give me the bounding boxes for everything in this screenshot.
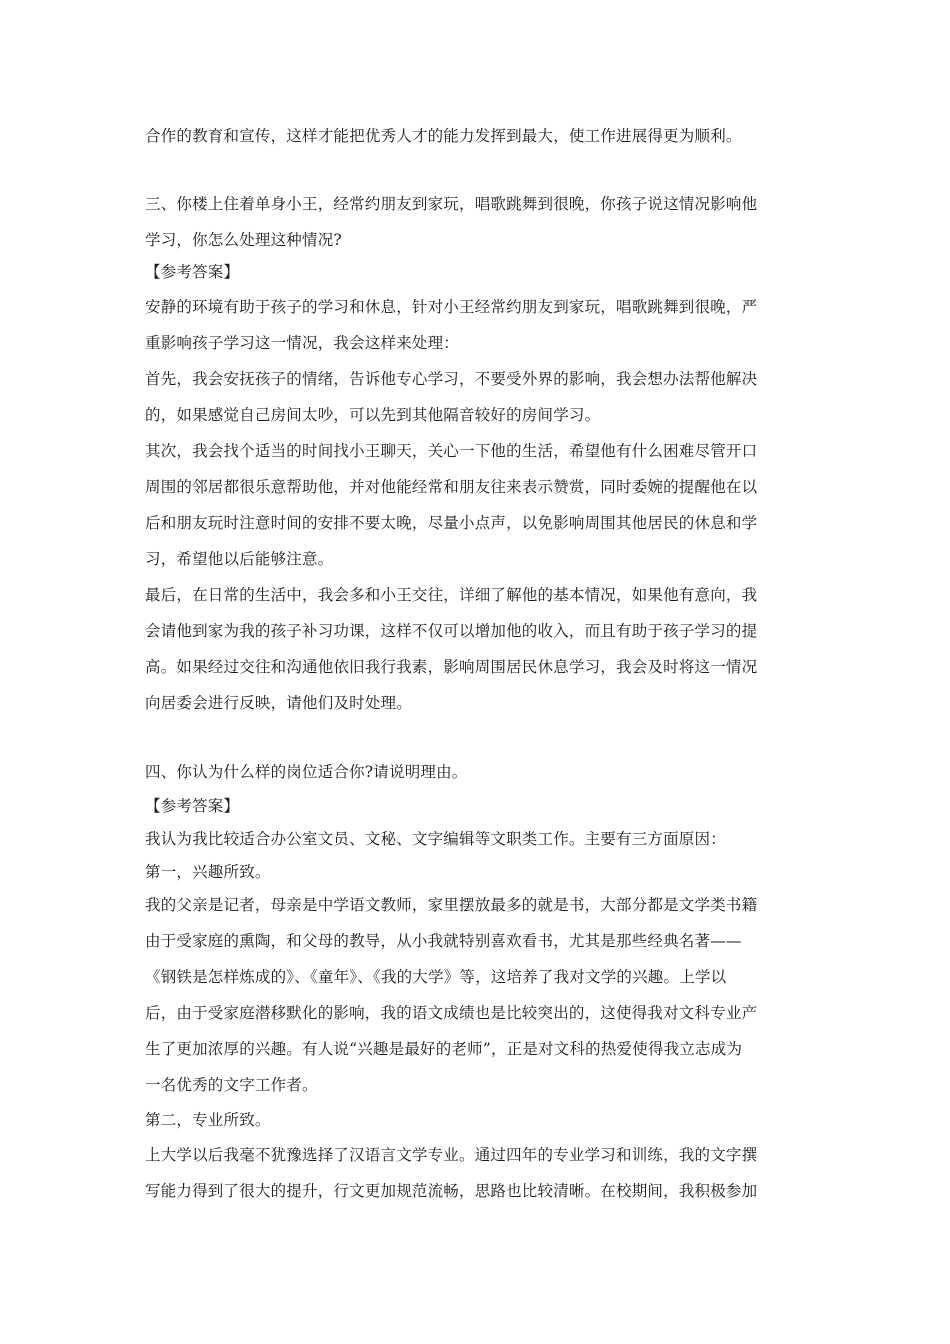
text-line: 上大学以后我毫不犹豫选择了汉语言文学专业。通过四年的专业学习和训练，我的文字撰 <box>145 1146 758 1164</box>
answer-heading: 【参考答案】 <box>145 797 240 815</box>
question-3-line-2: 学习，你怎么处理这种情况? <box>145 231 342 249</box>
text-line: 其次，我会找个适当的时间找小王聊天，关心一下他的生活，希望他有什么困难尽管开口 <box>145 442 758 460</box>
text-line: 合作的教育和宣传，这样才能把优秀人才的能力发挥到最大，使工作进展得更为顺利。 <box>145 127 742 145</box>
question-3-line-1: 三、你楼上住着单身小王，经常约朋友到家玩，唱歌跳舞到很晚，你孩子说这情况影响他 <box>145 195 758 213</box>
text-line: 写能力得到了很大的提升，行文更加规范流畅，思路也比较清晰。在校期间，我积极参加 <box>145 1182 758 1200</box>
text-line: 生了更加浓厚的兴趣。有人说“兴趣是最好的老师”，正是对文科的热爱使得我立志成为 <box>145 1040 743 1058</box>
answer-heading: 【参考答案】 <box>145 263 240 281</box>
text-line: 安静的环境有助于孩子的学习和休息，针对小王经常约朋友到家玩，唱歌跳舞到很晚，严 <box>145 298 758 316</box>
subheading-line: 第二，专业所致。 <box>145 1111 271 1129</box>
text-line: 高。如果经过交往和沟通他依旧我行我素，影响周围居民休息学习，我会及时将这一情况 <box>145 658 758 676</box>
text-line: 后和朋友玩时注意时间的安排不要太晚，尽量小点声，以免影响周围其他居民的休息和学 <box>145 514 758 532</box>
text-line: 我认为我比较适合办公室文员、文秘、文字编辑等文职类工作。主要有三方面原因： <box>145 830 726 848</box>
text-line: 一名优秀的文字工作者。 <box>145 1076 318 1094</box>
subheading-line: 第一，兴趣所致。 <box>145 863 271 881</box>
text-line: 最后，在日常的生活中，我会多和小王交往，详细了解他的基本情况，如果他有意向，我 <box>145 586 758 604</box>
text-line: 我的父亲是记者，母亲是中学语文教师，家里摆放最多的就是书，大部分都是文学类书籍 <box>145 896 758 914</box>
text-line: 《钢铁是怎样炼成的》、《童年》、《我的大学》等，这培养了我对文学的兴趣。上学以 <box>145 968 727 986</box>
text-line: 由于受家庭的熏陶，和父母的教导，从小我就特别喜欢看书，尤其是那些经典名著—— <box>145 932 742 950</box>
text-line: 后，由于受家庭潜移默化的影响，我的语文成绩也是比较突出的，这使得我对文科专业产 <box>145 1004 758 1022</box>
text-line: 向居委会进行反映，请他们及时处理。 <box>145 694 412 712</box>
text-line: 首先，我会安抚孩子的情绪，告诉他专心学习，不要受外界的影响，我会想办法帮他解决 <box>145 370 758 388</box>
question-4-line: 四、你认为什么样的岗位适合你?请说明理由。 <box>145 763 468 781</box>
text-line: 习，希望他以后能够注意。 <box>145 550 334 568</box>
text-line: 会请他到家为我的孩子补习功课，这样不仅可以增加他的收入，而且有助于孩子学习的提 <box>145 622 758 640</box>
text-line: 重影响孩子学习这一情况，我会这样来处理： <box>145 334 460 352</box>
text-line: 的，如果感觉自己房间太吵，可以先到其他隔音较好的房间学习。 <box>145 406 601 424</box>
text-line: 周围的邻居都很乐意帮助他，并对他能经常和朋友往来表示赞赏，同时委婉的提醒他在以 <box>145 478 758 496</box>
